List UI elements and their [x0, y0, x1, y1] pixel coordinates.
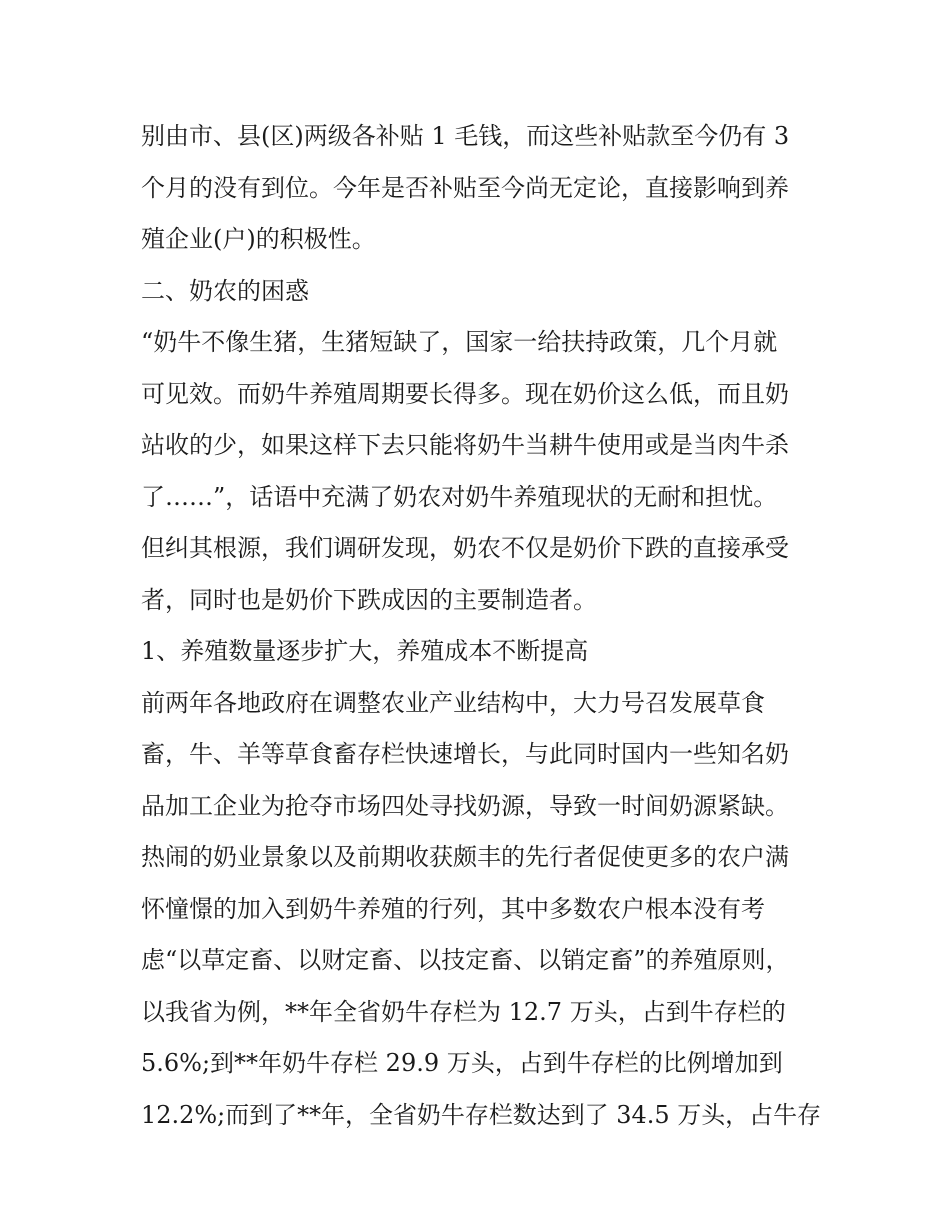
text-line-1: 别由市、县(区)两级各补贴 1 毛钱，而这些补贴款至今仍有 3 [141, 122, 790, 150]
text-line-13: 畜，牛、羊等草食畜存栏快速增长，与此同时国内一些知名奶 [141, 740, 789, 768]
text-line-5: “奶牛不像生猪，生猪短缺了，国家一给扶持政策，几个月就 [141, 328, 778, 356]
text-line-19: 5.6%;到**年奶牛存栏 29.9 万头，占到牛存栏的比例增加到 [141, 1049, 783, 1077]
text-line-6: 可见效。而奶牛养殖周期要长得多。现在奶价这么低，而且奶 [141, 379, 789, 408]
text-line-8: 了……”，话语中充满了奶农对奶牛养殖现状的无耐和担忧。 [141, 482, 778, 511]
text-line-20: 12.2%;而到了**年，全省奶牛存栏数达到了 34.5 万头，占牛存 [141, 1100, 822, 1129]
text-line-7: 站收的少，如果这样下去只能将奶牛当耕牛使用或是当肉牛杀 [141, 431, 789, 459]
text-line-17: 虑“以草定畜、以财定畜、以技定畜、以销定畜”的养殖原则， [141, 946, 790, 974]
text-line-16: 怀憧憬的加入到奶牛养殖的行列，其中多数农户根本没有考 [141, 894, 765, 923]
text-line-12: 前两年各地政府在调整农业产业结构中，大力号召发展草食 [141, 688, 765, 717]
section-heading: 二、奶农的困惑 [141, 276, 309, 305]
text-line-15: 热闹的奶业景象以及前期收获颇丰的先行者促使更多的农户满 [141, 843, 789, 871]
text-line-14: 品加工企业为抢夺市场四处寻找奶源，导致一时间奶源紧缺。 [141, 791, 789, 820]
text-line-10: 者，同时也是奶价下跌成因的主要制造者。 [141, 585, 597, 614]
subsection-heading: 1、养殖数量逐步扩大，养殖成本不断提高 [141, 637, 589, 665]
text-line-9: 但纠其根源，我们调研发现，奶农不仅是奶价下跌的直接承受 [141, 534, 789, 562]
text-line-18: 以我省为例，**年全省奶牛存栏为 12.7 万头，占到牛存栏的 [141, 997, 786, 1026]
text-line-2: 个月的没有到位。今年是否补贴至今尚无定论，直接影响到养 [141, 173, 789, 202]
text-line-3: 殖企业(户)的积极性。 [141, 225, 376, 253]
body-text [141, 111, 821, 1141]
